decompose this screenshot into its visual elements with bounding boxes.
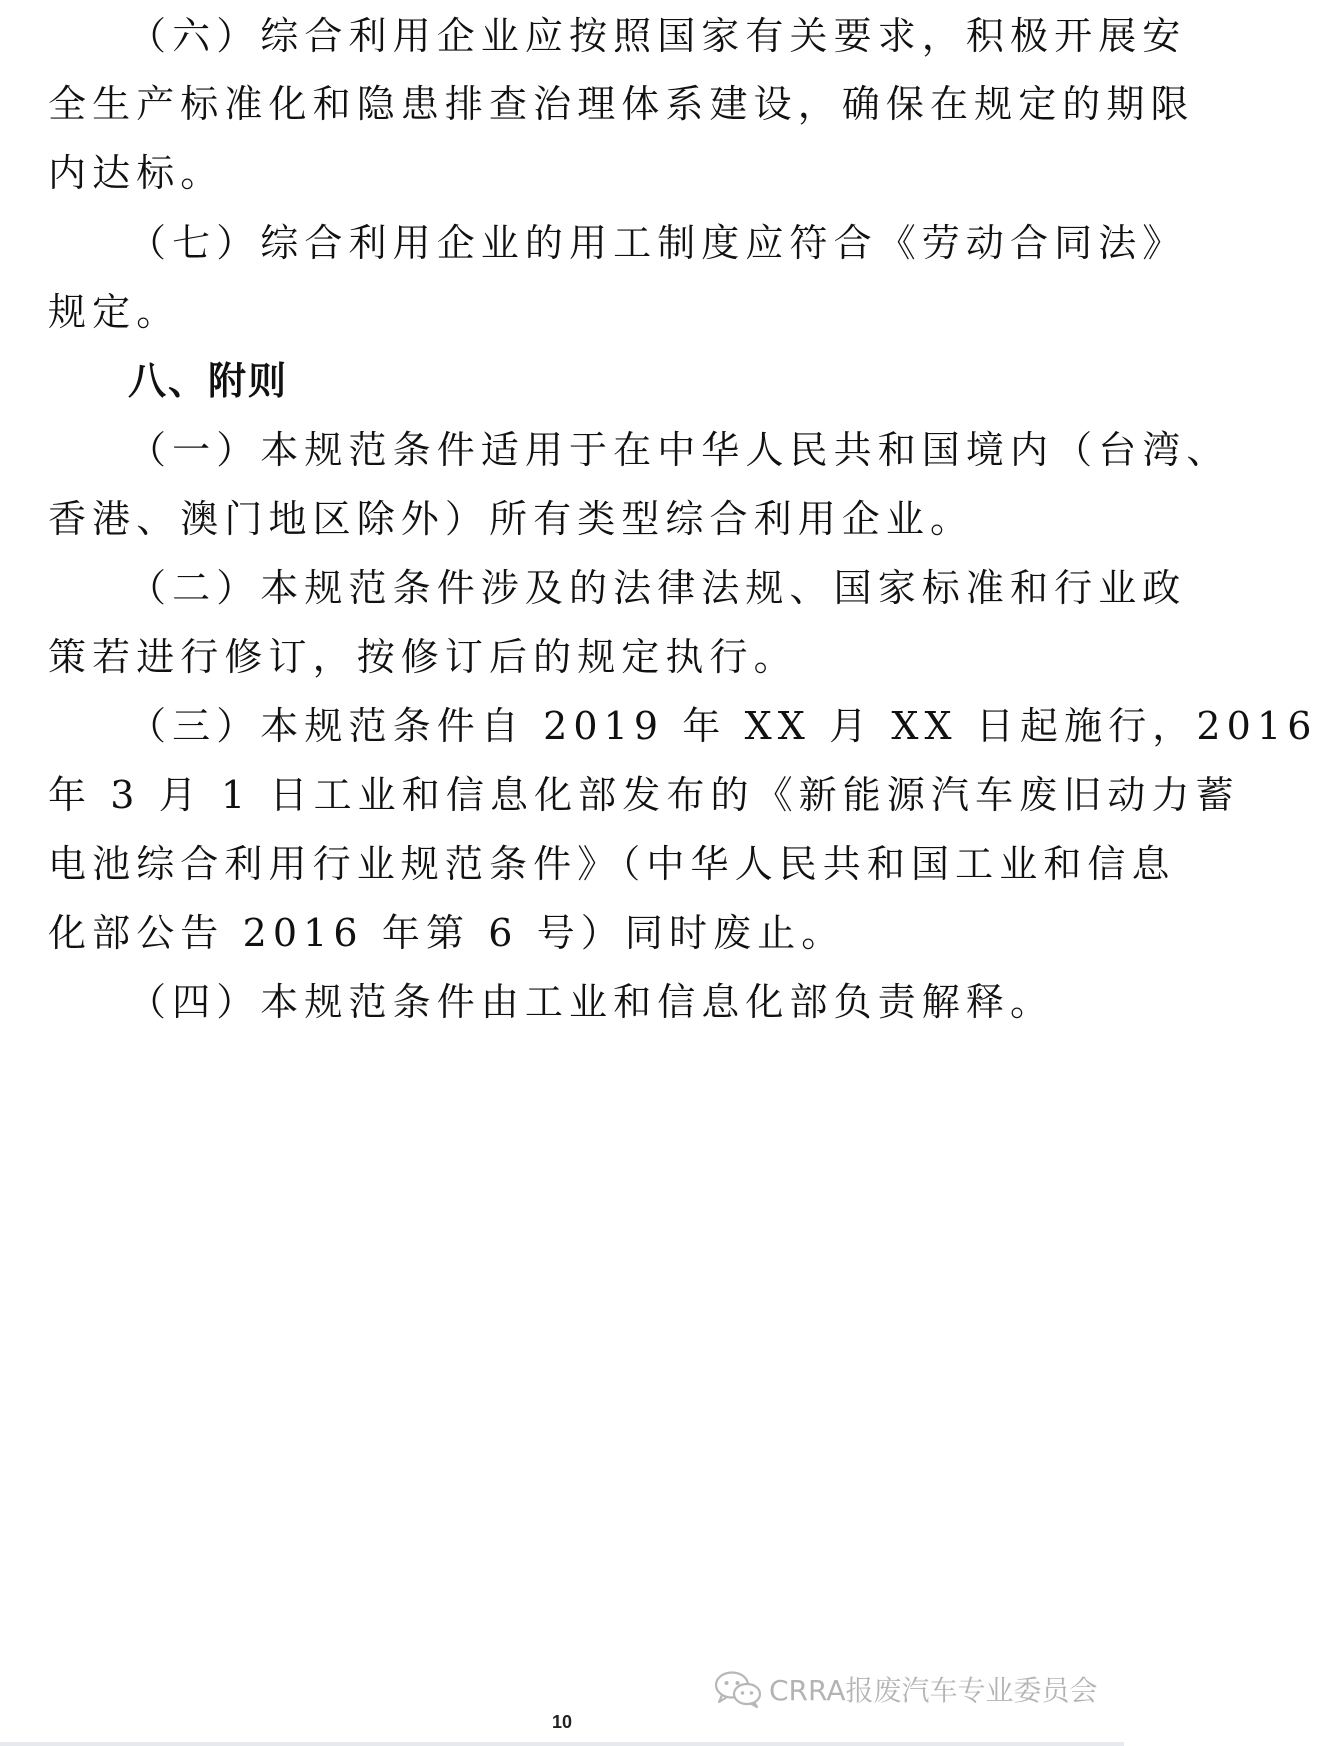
clause-2-line-1: （二）本规范条件涉及的法律法规、国家标准和行业政 [128, 566, 1187, 610]
section-heading-appendix: 八、附则 [128, 359, 289, 403]
clause-3-line-1: （三）本规范条件自 2019 年 XX 月 XX 日起施行，2016 [128, 704, 1318, 748]
clause-3-line-2: 年 3 月 1 日工业和信息化部发布的《新能源汽车废旧动力蓄 [48, 773, 1240, 817]
clause-4-line-1: （四）本规范条件由工业和信息化部负责解释。 [128, 980, 1055, 1024]
paragraph-7-line-1: （七）综合利用企业的用工制度应符合《劳动合同法》 [128, 221, 1187, 265]
paragraph-7-line-2: 规定。 [48, 290, 181, 334]
page-number: 10 [551, 1712, 573, 1732]
clause-1-line-1: （一）本规范条件适用于在中华人民共和国境内（台湾、 [128, 428, 1231, 472]
clause-3-line-3: 电池综合利用行业规范条件》（中华人民共和国工业和信息 [48, 842, 1176, 886]
clause-1-line-2: 香港、澳门地区除外）所有类型综合利用企业。 [48, 497, 975, 541]
paragraph-6-line-3: 内达标。 [48, 151, 225, 195]
watermark [713, 1669, 1097, 1709]
watermark-text: CRRA报废汽车专业委员会 [769, 1674, 1098, 1707]
paragraph-6-line-2: 全生产标准化和隐患排查治理体系建设，确保在规定的期限 [48, 82, 1195, 126]
page-bottom-edge [0, 1742, 1124, 1746]
clause-2-line-2: 策若进行修订，按修订后的规定执行。 [48, 635, 798, 679]
paragraph-6-line-1: （六）综合利用企业应按照国家有关要求，积极开展安 [128, 14, 1187, 58]
wechat-icon [713, 1669, 763, 1709]
clause-3-line-4: 化部公告 2016 年第 6 号）同时废止。 [48, 911, 846, 955]
